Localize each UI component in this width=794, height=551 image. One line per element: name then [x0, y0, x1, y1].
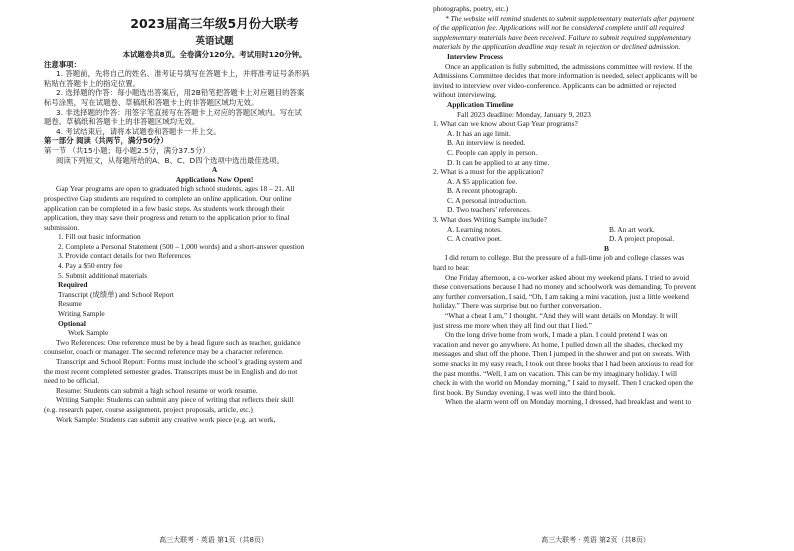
passage-b-line: holiday.” There was surprise but no further conversation. — [433, 301, 602, 311]
question-option: B. A recent photograph. — [447, 186, 518, 196]
question-stem: 2. What is a must for the application? — [433, 167, 544, 177]
q3-option-c: C. A creative poet. — [447, 234, 502, 244]
exam-title: 2023届高三年级5月份大联考 — [130, 16, 299, 31]
note-line: supplementary materials have been received. Failure to submit required supplementary — [433, 32, 692, 42]
part-heading: 第一部分 阅读（共两节，满分50分） — [44, 136, 168, 146]
note-line: photographs, poetry, etc.) — [433, 4, 509, 13]
passage-b-line: messages and shut off the phone. Then I jumped in the shower and put on sweats. With — [433, 349, 691, 359]
question-3-stem: 3. What does Writing Sample include? — [433, 215, 547, 225]
detail-line: Transcript and School Report: Forms must include the school’s grading system and — [56, 357, 302, 366]
step-item: 3. Provide contact details for two References — [58, 251, 191, 261]
passage-letter: A — [211, 165, 218, 175]
passage-b-line: some snacks in my easy reach, I took out three books that I had been anxious to read for — [433, 358, 694, 368]
note-line: * The website will remind students to submit supplementary materials after payment — [445, 13, 695, 23]
required-item: Writing Sample — [58, 309, 105, 319]
required-item: Resume — [58, 299, 82, 309]
passage-line: application can be completed in a few basic steps. As students work through their — [44, 203, 285, 213]
passage-b-line: When the alarm went off on Monday morning, I dressed, had breakfast and went to — [445, 397, 692, 407]
passage-b-line: On the long drive home from work, I made a plan. I could pretend I was on — [445, 330, 668, 340]
required-heading: Required — [58, 280, 88, 290]
passage-title: Applications Now Open! — [175, 174, 254, 184]
note-line: of the application fee. Applications will not be considered complete until all required — [433, 23, 684, 33]
question-stem: 1. What can we know about Gap Year programs? — [433, 119, 578, 129]
passage-line: Gap Year programs are open to graduated high school students, ages 18 – 21. All — [56, 184, 295, 194]
q3-option-b: B. An art work. — [609, 224, 655, 234]
q3-option-d: D. A project proposal. — [609, 234, 675, 244]
passage-b-letter: B — [604, 243, 609, 253]
question-list — [433, 119, 780, 215]
question-3-options-row-2 — [433, 234, 780, 244]
question-option: A. A $5 application fee. — [447, 176, 518, 186]
detail-line: Work Sample: Students can submit any creative work piece (e.g. art work, — [56, 414, 276, 424]
passage-b-line: I did return to college. But the pressure of a full-time job and college classes was — [445, 253, 685, 263]
step-item: 1. Fill out basic information — [58, 232, 141, 242]
step-item: 4. Pay a $50 entry fee — [58, 261, 123, 271]
passage-b — [433, 253, 780, 407]
passage-b-line: vacation and never go anywhere. At home, I pulled down all the shades, checked my — [433, 339, 684, 349]
passage-line: submission. — [44, 222, 80, 232]
optional-list — [44, 328, 385, 338]
detail-line: (e.g. research paper, course assignment, project proposals, article, etc.) — [44, 404, 253, 414]
optional-item: Work Sample — [68, 328, 109, 338]
passage-b-line: the past months. “Well, I am on vacation. This can be my imaginary holiday. I will — [433, 368, 678, 378]
passage-line: application, they may save their progress and return to the application prior to final — [44, 213, 290, 223]
instruction-text: 阅读下列短文，从每题所给的A、B、C、D四个选项中选出最佳选项。 — [56, 155, 284, 165]
required-list — [44, 290, 385, 319]
page-footer: 高三大联考 · 英语 第1页（共8页） — [159, 536, 268, 544]
passage-b-line: just stress me more when they all find out that I lied.” — [433, 320, 592, 330]
notice-line: 3. 非选择题的作答：用签字笔直接写在答题卡上对应的答题区域内。写在试 — [56, 107, 302, 117]
detail-list — [44, 338, 385, 424]
notice-line: 2. 选择题的作答：每小题选出答案后，用2B铅笔把答题卡上对应题目的答案 — [56, 88, 305, 98]
interview-line: invited to interview over video-conference. Applicants can be admitted or rejected — [433, 80, 677, 90]
question-option: C. People can apply in person. — [447, 147, 538, 157]
question-option: D. It can be applied to at any time. — [447, 157, 550, 167]
optional-heading: Optional — [58, 318, 86, 328]
passage-b-line: hard to bear. — [433, 263, 470, 273]
detail-line: the most recent completed semester grades. Transcripts must be in English and do not — [44, 366, 298, 376]
q3-option-a: A. Learning notes. — [447, 224, 503, 234]
passage-intro — [44, 184, 385, 232]
detail-line: need to be official. — [44, 376, 100, 386]
interview-text — [433, 62, 780, 100]
passage-b-line: any further conversation, I said, “Oh, I am taking a mini vacation, just a little weekend — [433, 291, 689, 301]
notice-list — [44, 69, 385, 136]
steps-list — [44, 232, 385, 280]
materials-note — [433, 4, 780, 52]
notice-line: 4. 考试结束后，请将本试题卷和答题卡一并上交。 — [56, 126, 221, 136]
step-item: 2. Complete a Personal Statement (500 – 1,000 words) and a short-answer question — [58, 241, 305, 251]
question-3-options-row-1 — [433, 225, 780, 235]
step-item: 5. Submit additional materials — [58, 270, 148, 280]
notice-line: 1. 答题前，先将自己的姓名、准考证号填写在答题卡上，并将准考证号条形码 — [56, 69, 310, 79]
question-option: A. It has an age limit. — [447, 128, 511, 138]
detail-line: Resume: Students can submit a high school resume or work resume. — [56, 385, 258, 395]
detail-line: Two References: One reference must be by a head figure such as teacher, guidance — [56, 337, 301, 347]
timeline-text: Fall 2023 deadline: Monday, January 9, 2023 — [457, 109, 591, 119]
notice-line: 粘贴在答题卡上的指定位置。 — [44, 78, 141, 88]
required-item: Transcript (成绩单) and School Report — [58, 289, 174, 299]
passage-b-line: check in with the world on Monday morning,” I said to myself. Then I cracked open the — [433, 378, 694, 388]
question-option: D. Two teachers’ references. — [447, 205, 531, 215]
notice-line: 标号涂黑，写在试题卷、草稿纸和答题卡上的非答题区域均无效。 — [44, 97, 259, 107]
note-line: materials by the application deadline may result in rejection or declined admission. — [433, 42, 681, 52]
passage-b-line: One Friday afternoon, a co-worker asked about my weekend plans. I tried to avoid — [445, 272, 690, 282]
page-2 — [397, 0, 794, 551]
passage-b-line: “What a cheat I am,” I thought. “And they will want details on Monday. It will — [445, 311, 678, 320]
interview-line: Admissions Committee decides that more information is needed, select applicants will be — [433, 71, 698, 81]
detail-line: Writing Sample: Students can submit any piece of writing that reflects their skill — [56, 395, 294, 405]
question-option: C. A personal introduction. — [447, 195, 527, 205]
passage-b-line: these conversations because I had no money and schoolwork was demanding. To prevent — [433, 282, 697, 292]
section-heading: 第一节 （共15小题；每小题2.5分，满分37.5分） — [44, 145, 210, 155]
notice-line: 题卷、草稿纸和答题卡上的非答题区域均无效。 — [44, 117, 200, 127]
detail-line: counselor, coach or manager. The second reference may be a character reference. — [44, 347, 284, 357]
timeline-heading: Application Timeline — [447, 99, 514, 109]
exam-info: 本试题卷共8页。全卷满分120分。考试用时120分钟。 — [122, 50, 307, 59]
question-option: B. An interview is needed. — [447, 138, 526, 148]
notice-heading: 注意事项： — [44, 59, 81, 69]
interview-heading: Interview Process — [447, 51, 503, 61]
page-footer: 高三大联考 · 英语 第2页（共8页） — [541, 536, 650, 544]
passage-line: prospective Gap students are required to complete an online application. Our online — [44, 193, 292, 203]
passage-b-line: first book. By Sunday evening, I was well into the third book. — [433, 387, 616, 397]
paper-subtitle: 英语试题 — [195, 36, 234, 47]
interview-line: Once an application is fully submitted, the admissions committee will review. If the — [445, 61, 693, 71]
interview-line: without interviewing. — [433, 90, 497, 100]
